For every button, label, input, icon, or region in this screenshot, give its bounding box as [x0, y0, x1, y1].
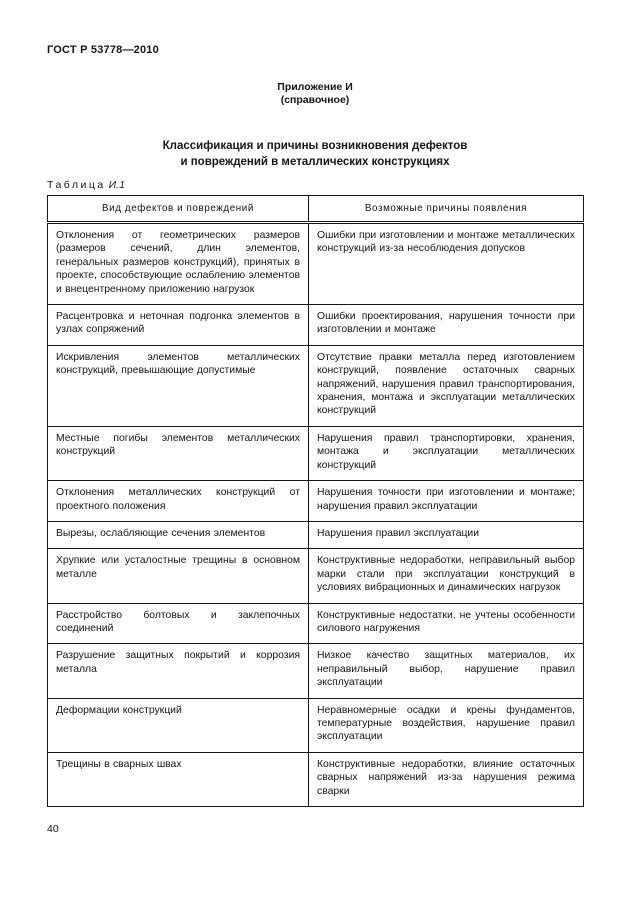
defect-cell: Вырезы, ослабляющие сечения элементов	[48, 521, 309, 548]
defect-cell: Расцентровка и неточная подгонка элементов в узлах сопряжений	[48, 305, 309, 346]
appendix-name: Приложение И	[277, 81, 353, 93]
table-row	[48, 698, 584, 752]
cause-cell: Конструктивные недоработки, влияние остаточных сварных напряжений из-за нарушения режима сварки	[309, 752, 584, 806]
table-row	[48, 223, 584, 305]
table-label-number: И.1	[108, 179, 125, 191]
appendix-heading	[47, 81, 583, 107]
table-row	[48, 521, 584, 548]
column-header-defects: Вид дефектов и повреждений	[48, 196, 309, 223]
cause-cell: Неравномерные осадки и крены фундаментов, температурные воздействия, нарушение правил эксплуатации	[309, 698, 584, 752]
cause-cell: Нарушения правил транспортировки, хранения, монтажа и эксплуатации металлических конструкций	[309, 426, 584, 480]
defect-cell: Разрушение защитных покрытий и коррозия металла	[48, 644, 309, 698]
defect-cell: Хрупкие или усталостные трещины в основном металле	[48, 549, 309, 603]
cause-cell: Нарушения точности при изготовлении и монтаже; нарушения правил эксплуатации	[309, 481, 584, 522]
column-header-causes: Возможные причины появления	[309, 196, 584, 223]
defect-cell: Деформации конструкций	[48, 698, 309, 752]
cause-cell: Конструктивные недоработки, неправильный выбор марки стали при эксплуатации конструкций в условиях вибрационных и динамических нагрузок	[309, 549, 584, 603]
table-label	[47, 179, 583, 192]
table-row	[48, 644, 584, 698]
table-row	[48, 345, 584, 426]
defect-cell: Отклонения металлических конструкций от проектного положения	[48, 481, 309, 522]
table-row	[48, 426, 584, 480]
table-row	[48, 305, 584, 346]
title-line-1: Классификация и причины возникновения дефектов	[162, 140, 468, 152]
page-title	[47, 138, 583, 170]
cause-cell: Ошибки при изготовлении и монтаже металлических конструкций из-за несоблюдения допусков	[309, 223, 584, 305]
table-row	[48, 603, 584, 644]
table-row	[48, 752, 584, 806]
table-label-word: Таблица	[47, 179, 106, 191]
cause-cell: Ошибки проектирования, нарушения точности при изготовлении и монтаже	[309, 305, 584, 346]
table-row	[48, 481, 584, 522]
appendix-type: (справочное)	[280, 94, 350, 106]
defect-cell: Расстройство болтовых и заклепочных соединений	[48, 603, 309, 644]
defect-cell: Отклонения от геометрических размеров (размеров сечений, длин элементов, генеральных размеров конструкций), принятых в проекте, способствующие ослаблению элементов и внецентренному приложению нагрузок	[48, 223, 309, 305]
defects-causes-table	[47, 195, 584, 807]
defect-cell: Искривления элементов металлических конструкций, превышающие допустимые	[48, 345, 309, 426]
defect-cell: Местные погибы элементов металлических конструкций	[48, 426, 309, 480]
cause-cell: Отсутствие правки металла перед изготовлением конструкций, появление остаточных сварных напряжений, нарушения правил транспортирования, хранения, монтажа и эксплуатации металлических конструкций	[309, 345, 584, 426]
cause-cell: Нарушения правил эксплуатации	[309, 521, 584, 548]
standard-number: ГОСТ Р 53778—2010	[47, 44, 159, 56]
page-number: 40	[47, 823, 59, 835]
table-header-row	[48, 196, 584, 223]
cause-cell: Низкое качество защитных материалов, их неправильный выбор, нарушение правил эксплуатации	[309, 644, 584, 698]
cause-cell: Конструктивные недостатки, не учтены особенности силового нагружения	[309, 603, 584, 644]
table-row	[48, 549, 584, 603]
title-line-2: и повреждений в металлических конструкциях	[180, 156, 450, 168]
defect-cell: Трещины в сварных швах	[48, 752, 309, 806]
